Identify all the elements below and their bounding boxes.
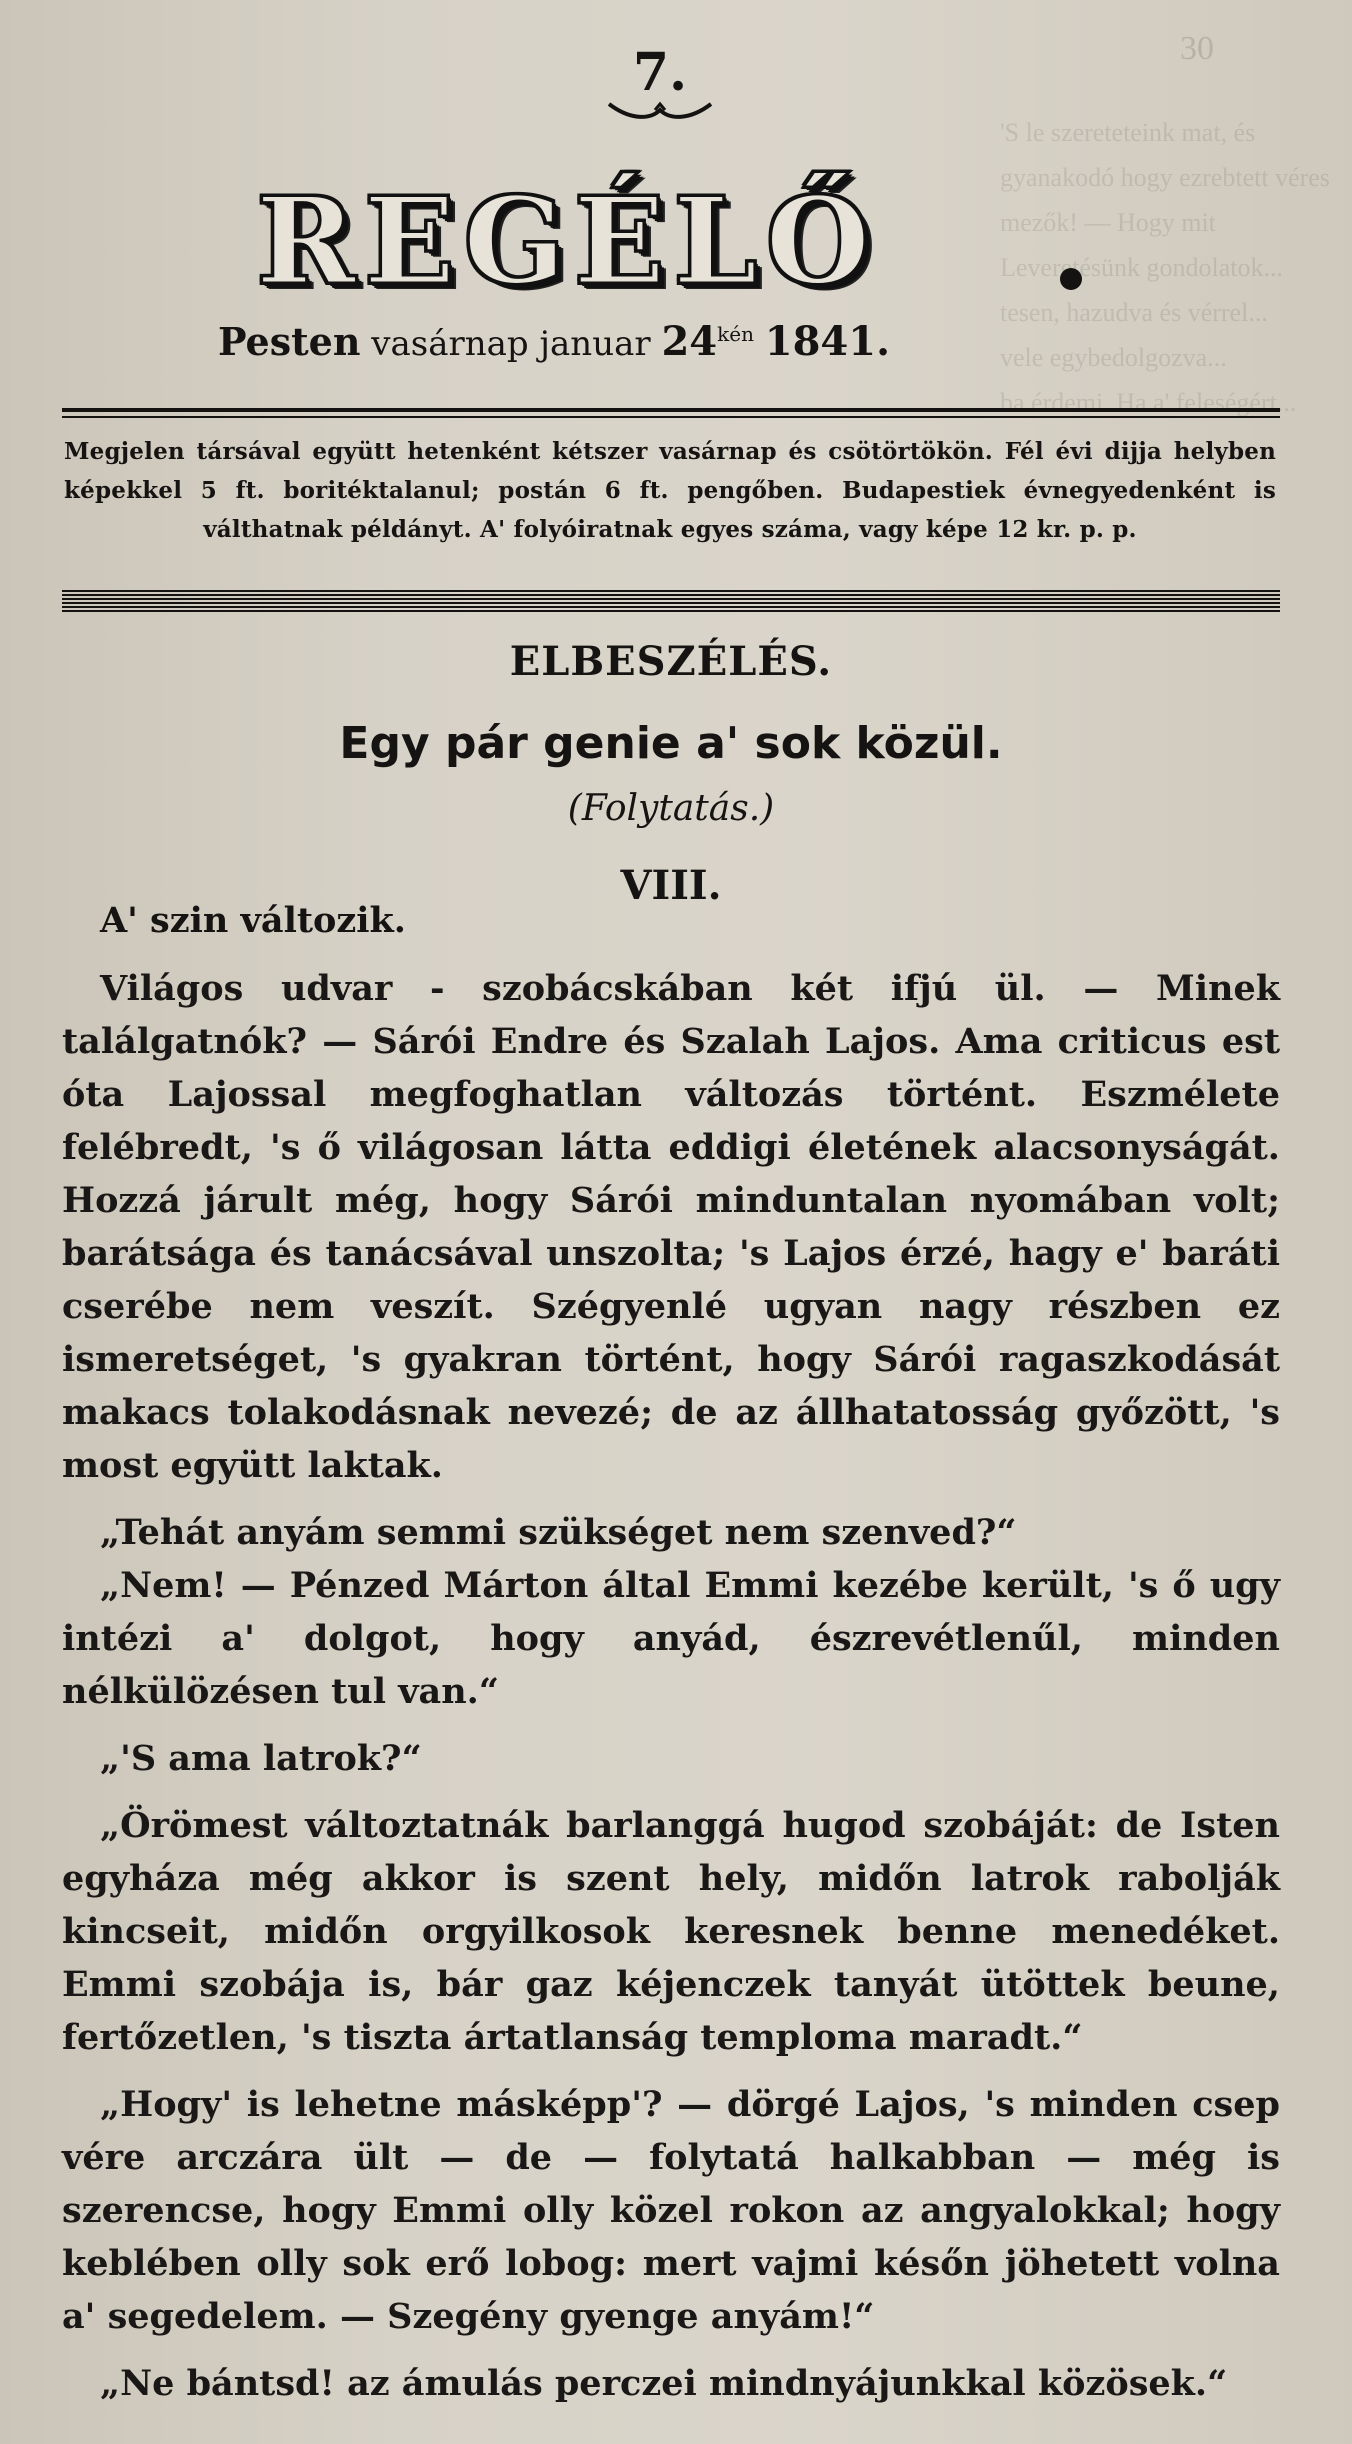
continued-note: (Folytatás.) [567, 788, 775, 829]
ornamental-divider [62, 590, 1280, 612]
header-rule [62, 408, 1280, 412]
story-title: Egy pár genie a' sok közül. [339, 718, 1003, 769]
dateline-day: 24 [661, 318, 718, 365]
paragraph: „Örömest változtatnák barlanggá hugod szobáját: de Isten egyháza még akkor is szent hely, midőn latrok rabolják kincseit, midőn orgyilkosok keresnek benne menedéket. Emmi szobája is, bár gaz kéjenczek tanyát ütöttek beune, fertőzetlen, 's tiszta ártatlanság temploma maradt.“ [62, 1805, 1280, 2058]
bleed-through-page-number: 30 [1180, 30, 1214, 67]
scene-heading: A' szin változik. [100, 900, 406, 941]
paragraph: „Ne bántsd! az ámulás perczei mindnyájunkkal közösek.“ [100, 2363, 1228, 2404]
paragraph: „'S ama latrok?“ [100, 1738, 422, 1779]
paragraph: Világos udvar - szobácskában két ifjú ül. — Minek találgatnók? — Sárói Endre és Szalah Lajos. Ama criticus est óta Lajossal megfoghatlan változás történt. Eszmélete felébredt, 's ő világosan látta eddigi életének alacsonyságát. Hozzá járult még, hogy Sárói minduntalan nyomában volt; barátsága és tanácsával unszolta; 's Lajos érzé, hagy e' baráti cserébe nem veszít. Szégyenlé ugyan nagy részben ez ismeretséget, 's gyakran történt, hogy Sárói ragaszkodását makacs tolakodásnak nevezé; de az állhatatosság győzött, 's most együtt laktak. [62, 968, 1280, 1486]
issue-number: 7. [632, 42, 688, 103]
dateline-day-suffix: kén [717, 322, 754, 346]
masthead-title: REGÉLŐ [256, 178, 1056, 306]
subscription-info: Megjelen társával együtt hetenként kétszer vasárnap és csötörtökön. Fél évi dijja helyben képekkel 5 ft. boritéktalanul; postán 6 ft. pengőben. Budapestiek évnegyedenként is válthatnak példányt. A' folyóiratnak egyes száma, vagy képe 12 kr. p. p. [64, 438, 1276, 543]
article-body [62, 962, 1280, 2410]
bleed-through-text: 'S le szereteteink mat, és gyanakodó hogy ezrebtett véres — Hogy mit gondolatok... tesen, hazudva és vérrel... vele egybedolgozva... ba érdemi. Ha a' feleségért... [1000, 118, 1330, 417]
dateline-text: vasárnap januar [371, 324, 651, 364]
chapter-number: VIII. [620, 862, 722, 909]
section-heading: ELBESZÉLÉS. [509, 638, 833, 685]
paragraph: „Tehát anyám semmi szükséget nem szenved?“ [100, 1512, 1017, 1553]
header-rule-thin [62, 416, 1280, 418]
masthead [256, 171, 1056, 312]
paragraph: „Nem! — Pénzed Márton által Emmi kezébe került, 's ő ugy intézi a' dolgot, hogy anyád, észrevétlenűl, minden nélkülözésen tul van.“ [62, 1565, 1280, 1712]
dateline [218, 318, 1118, 365]
masthead-period [1060, 268, 1082, 290]
dateline-year: 1841. [764, 318, 891, 365]
dateline-place: Pesten [218, 319, 361, 364]
paragraph: „Hogy' is lehetne másképp'? — dörgé Lajos, 's minden csep vére arczára ült — de — folytatá halkabban — még is szerencse, hogy Emmi olly közel rokon az angyalokkal; hogy keblében olly sok erő lobog: mert vajmi későn jöhetett volna a' segedelem. — Szegény gyenge anyám!“ [62, 2084, 1280, 2337]
flourish-ornament [605, 96, 715, 122]
